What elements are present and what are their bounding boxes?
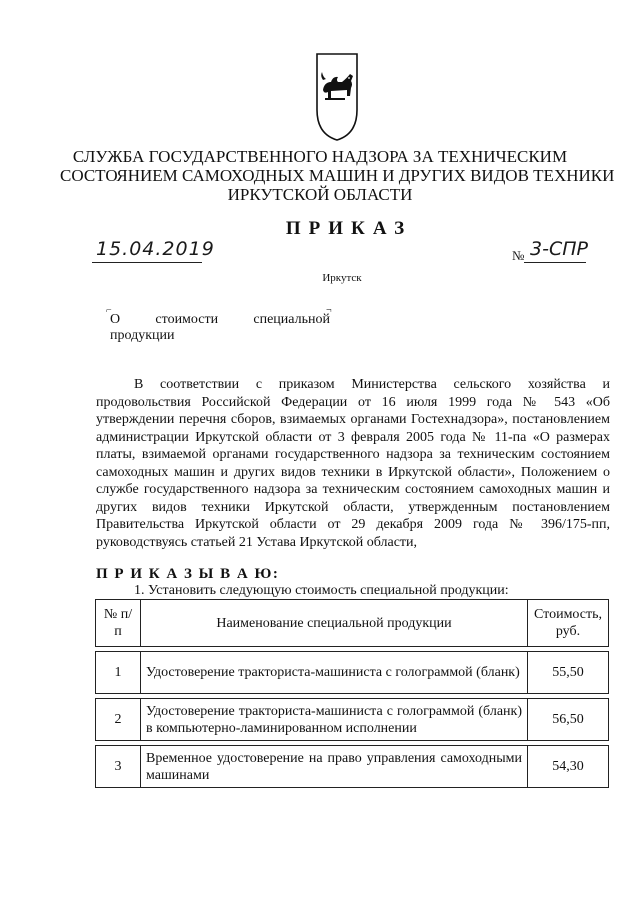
order-number: 3-СПР (530, 238, 588, 260)
row-price: 56,50 (528, 699, 609, 741)
number-label: № (512, 248, 525, 263)
subject-line-2: продукции (110, 328, 175, 343)
order-subject (110, 312, 330, 344)
header-number: № п/п (96, 600, 141, 647)
agency-line-3: ИРКУТСКОЙ ОБЛАСТИ (227, 185, 413, 204)
row-name: Удостоверение тракториста-машиниста с голограммой (бланк) в компьютерно-ламинированном исполнении (141, 699, 528, 741)
subject-bracket-right: ¬ (326, 305, 332, 316)
products-table (95, 599, 609, 788)
table-row (96, 699, 609, 741)
city-name: Иркутск (322, 272, 362, 284)
subject-word-3: специальной (253, 312, 330, 327)
order-heading: П Р И К А З Ы В А Ю: (96, 566, 280, 582)
table-header-row (96, 600, 609, 647)
order-date: 15.04.2019 (96, 238, 215, 260)
number-underline (524, 262, 586, 263)
item-1-text: 1. Установить следующую стоимость специальной продукции: (134, 583, 509, 598)
row-number: 3 (96, 746, 141, 788)
row-name: Удостоверение тракториста-машиниста с голограммой (бланк) (141, 652, 528, 694)
agency-name (60, 147, 615, 204)
subject-word-2: стоимости (155, 312, 219, 327)
date-underline (92, 262, 202, 263)
preamble-paragraph: В соответствии с приказом Министерства сельского хозяйства и продовольствия Российской Федерации от 16 июля 1999 года № 543 «Об утверждении перечня сборов, взимаемых органами Гостехнадзора», постановлением администрации Иркутской области от 3 февраля 2005 года № 11-па «О размерах платы, взимаемой органами государственного надзора за техническим состоянием самоходных машин и других видов техники в Иркутской области», Положением о службе государственного надзора за техническим состоянием самоходных машин и других видов техники Иркутской области, утвержденным постановлением Правительства Иркутской области от 29 декабря 2009 года № 396/175-пп, руководствуясь статьей 21 Устава Иркутской области, (96, 377, 610, 550)
row-number: 2 (96, 699, 141, 741)
agency-line-2: СОСТОЯНИЕМ САМОХОДНЫХ МАШИН И ДРУГИХ ВИДОВ ТЕХНИКИ (60, 166, 615, 185)
table-row (96, 652, 609, 694)
row-price: 54,30 (528, 746, 609, 788)
table-row (96, 746, 609, 788)
row-name: Временное удостоверение на право управления самоходными машинами (141, 746, 528, 788)
agency-line-1: СЛУЖБА ГОСУДАРСТВЕННОГО НАДЗОРА ЗА ТЕХНИЧЕСКИМ (72, 147, 568, 166)
subject-bracket-left: ⌐ (106, 305, 112, 316)
subject-word-1: О (110, 312, 121, 327)
header-price: Стоимость, руб. (528, 600, 609, 647)
coat-of-arms-emblem (314, 52, 360, 142)
row-number: 1 (96, 652, 141, 694)
document-type-title: ПРИКАЗ (285, 218, 413, 239)
preamble-text (96, 376, 610, 551)
row-price: 55,50 (528, 652, 609, 694)
header-name: Наименование специальной продукции (141, 600, 528, 647)
